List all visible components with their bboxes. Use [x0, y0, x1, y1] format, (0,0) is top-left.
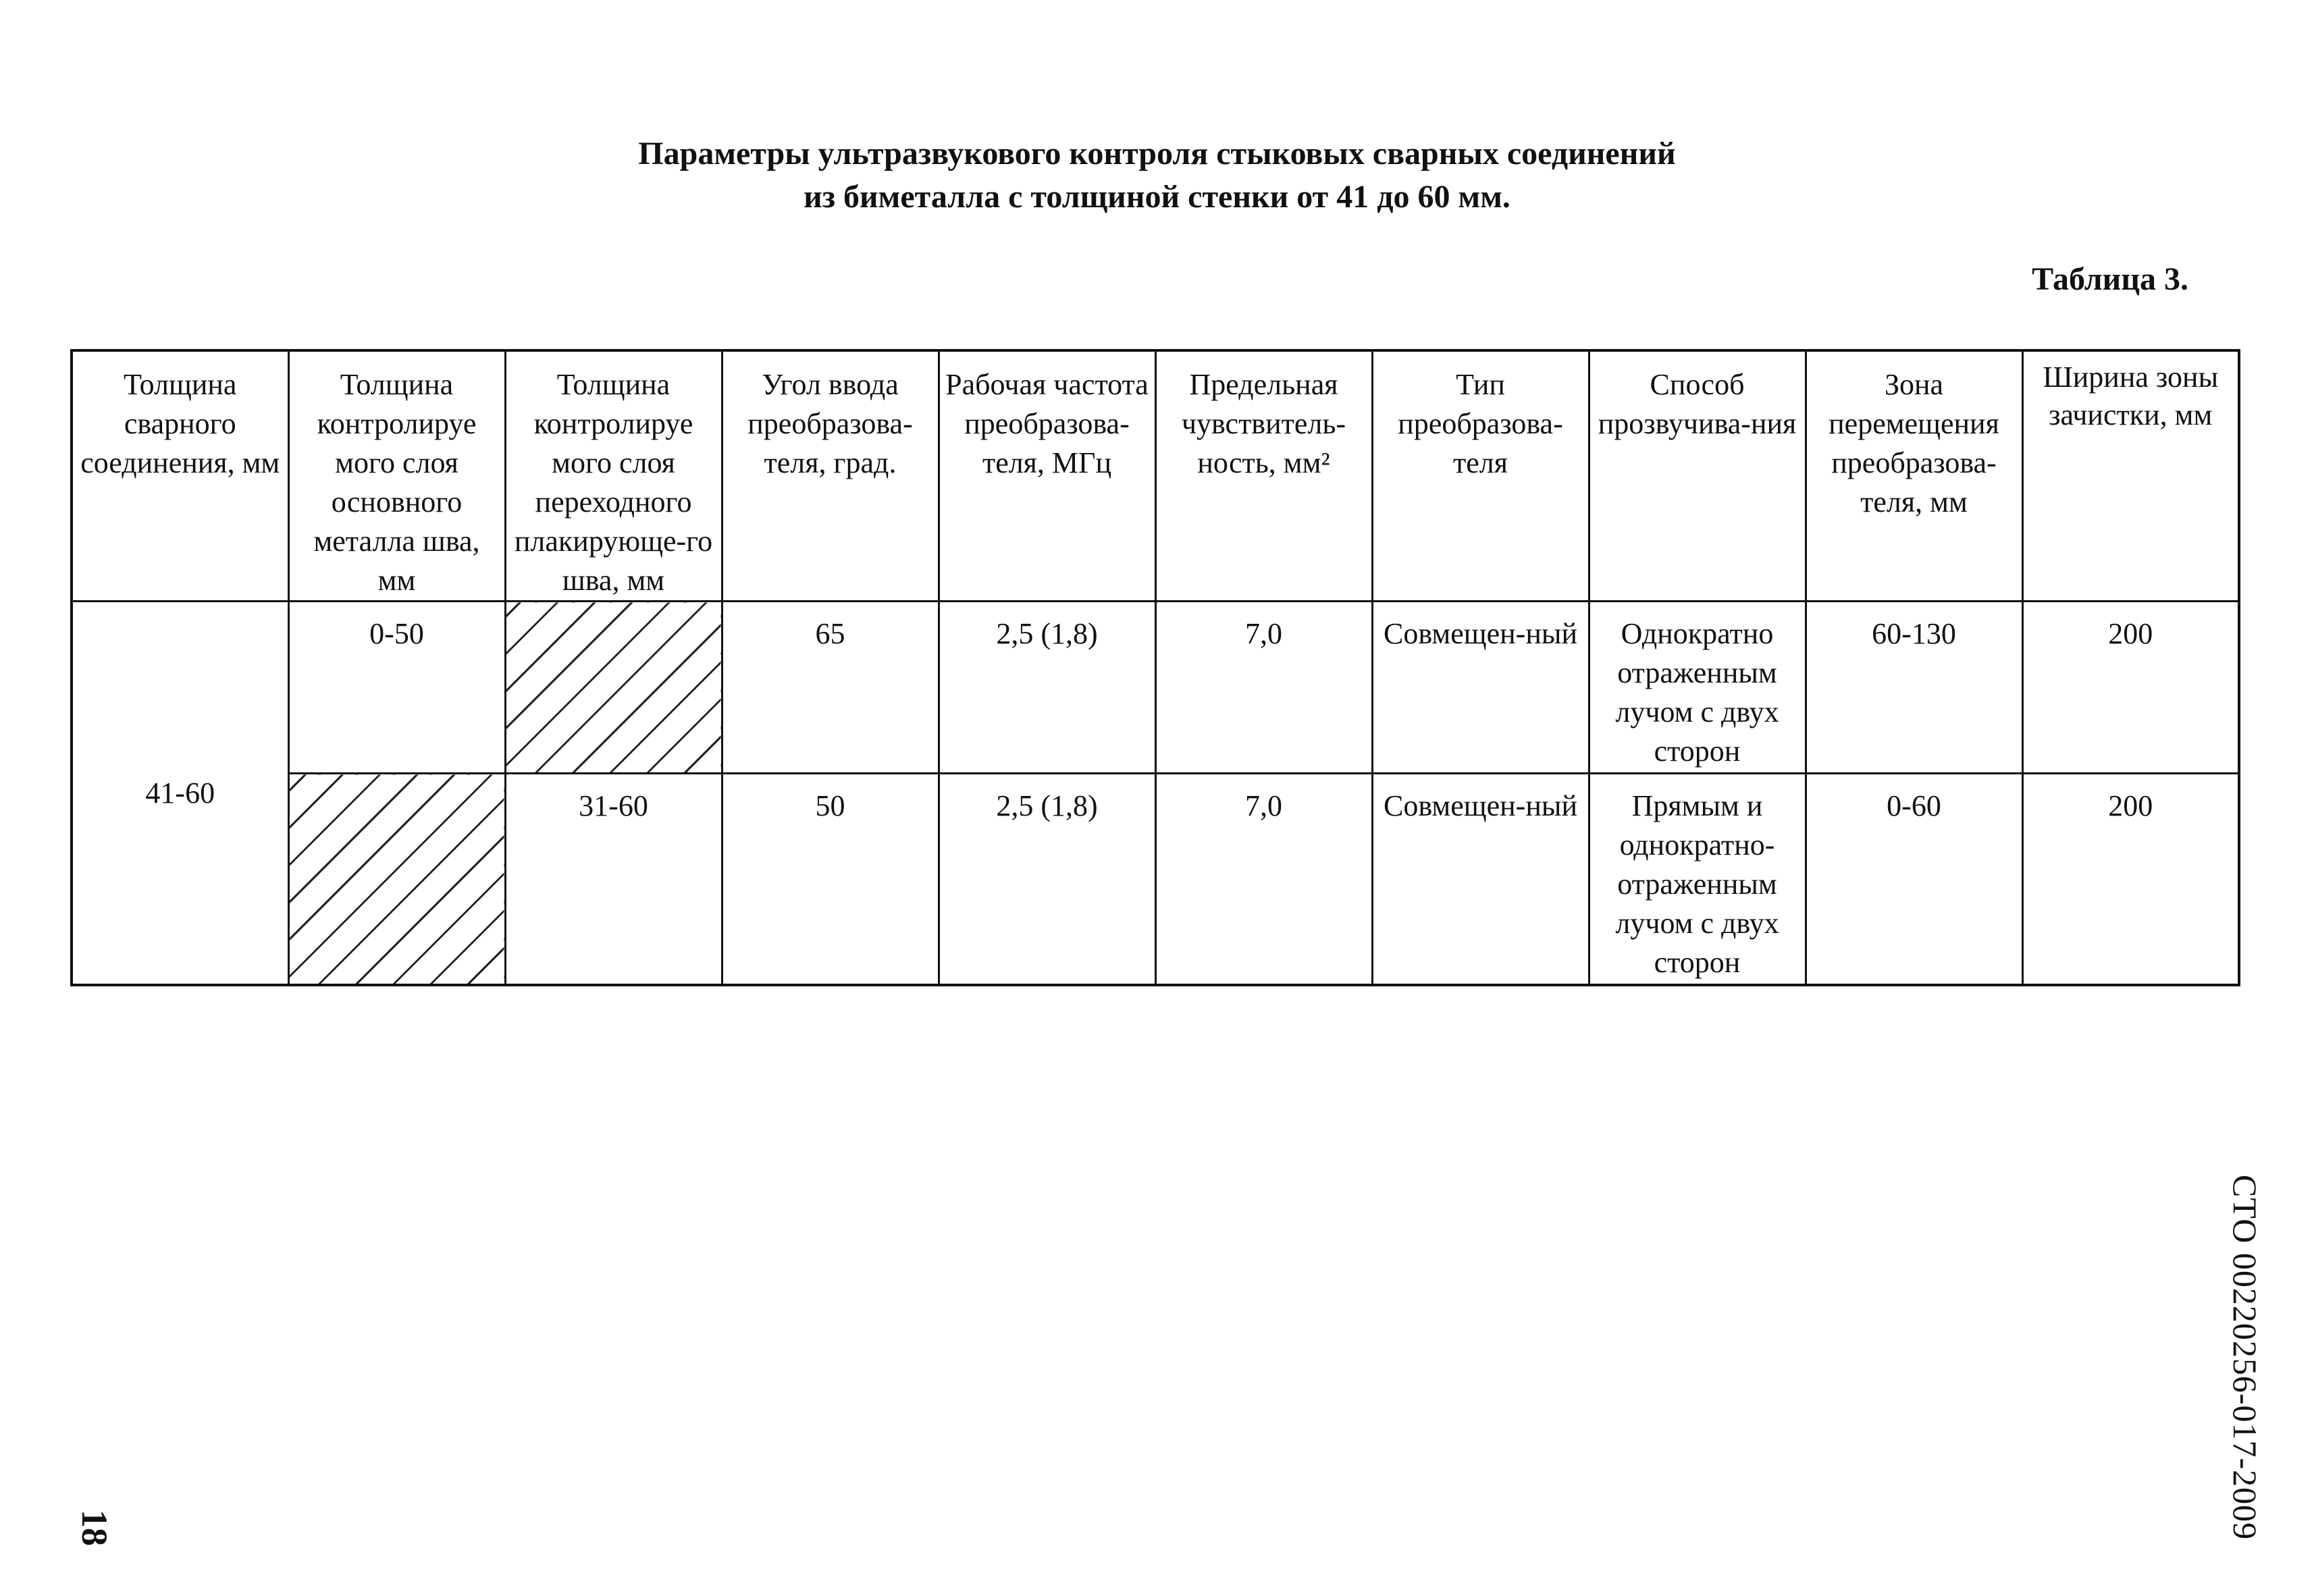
- table-row: [72, 774, 2239, 986]
- header-frequency: Рабочая частота преобразова-теля, МГц: [939, 350, 1155, 602]
- movement-zone-cell: 60-130: [1806, 602, 2022, 774]
- header-transducer-type: Тип преобразова-теля: [1372, 350, 1589, 602]
- sounding-method-cell: Однократно отраженным лучом с двух сторон: [1589, 602, 1806, 774]
- header-entry-angle: Угол ввода преобразова-теля, град.: [722, 350, 939, 602]
- transducer-type-cell: Совмещен-ный: [1372, 774, 1589, 986]
- title-line-1: Параметры ультразвукового контроля стыковых сварных соединений: [638, 136, 1676, 171]
- cleaning-width-cell: 200: [2022, 602, 2239, 774]
- hatched-empty-cell: [288, 774, 505, 986]
- sounding-method-cell: Прямым и однократно-отраженным лучом с двух сторон: [1589, 774, 1806, 986]
- header-weld-thickness: Толщина сварного соединения, мм: [72, 350, 288, 602]
- weld-thickness-cell: 41-60: [72, 602, 288, 986]
- header-movement-zone: Зона перемещения преобразова-теля, мм: [1806, 350, 2022, 602]
- sensitivity-cell: 7,0: [1155, 774, 1372, 986]
- document-title: [0, 132, 2314, 219]
- cleaning-width-cell: 200: [2022, 774, 2239, 986]
- header-cleaning-width: Ширина зоны зачистки, мм: [2022, 350, 2239, 602]
- sensitivity-cell: 7,0: [1155, 602, 1372, 774]
- base-layer-cell: 0-50: [288, 602, 505, 774]
- table-row: [72, 602, 2239, 774]
- table-header-row: [72, 350, 2239, 602]
- angle-cell: 50: [722, 774, 939, 986]
- header-clad-layer-thickness: Толщина контролируе мого слоя переходного плакирующе-го шва, мм: [505, 350, 722, 602]
- hatched-empty-cell: [505, 602, 722, 774]
- header-sensitivity: Предельная чувствитель-ность, мм²: [1155, 350, 1372, 602]
- document-code: СТО 00220256-017-2009: [2226, 1175, 2264, 1541]
- movement-zone-cell: 0-60: [1806, 774, 2022, 986]
- transducer-type-cell: Совмещен-ный: [1372, 602, 1589, 774]
- angle-cell: 65: [722, 602, 939, 774]
- parameters-table: [70, 349, 2240, 986]
- frequency-cell: 2,5 (1,8): [939, 774, 1155, 986]
- clad-layer-cell: 31-60: [505, 774, 722, 986]
- header-sounding-method: Способ прозвучива-ния: [1589, 350, 1806, 602]
- table-number-label: Таблица 3.: [2032, 261, 2188, 297]
- frequency-cell: 2,5 (1,8): [939, 602, 1155, 774]
- header-base-layer-thickness: Толщина контролируе мого слоя основного металла шва, мм: [288, 350, 505, 602]
- title-line-2: из биметалла с толщиной стенки от 41 до 60 мм.: [804, 179, 1510, 215]
- page-number: 18: [74, 1510, 115, 1546]
